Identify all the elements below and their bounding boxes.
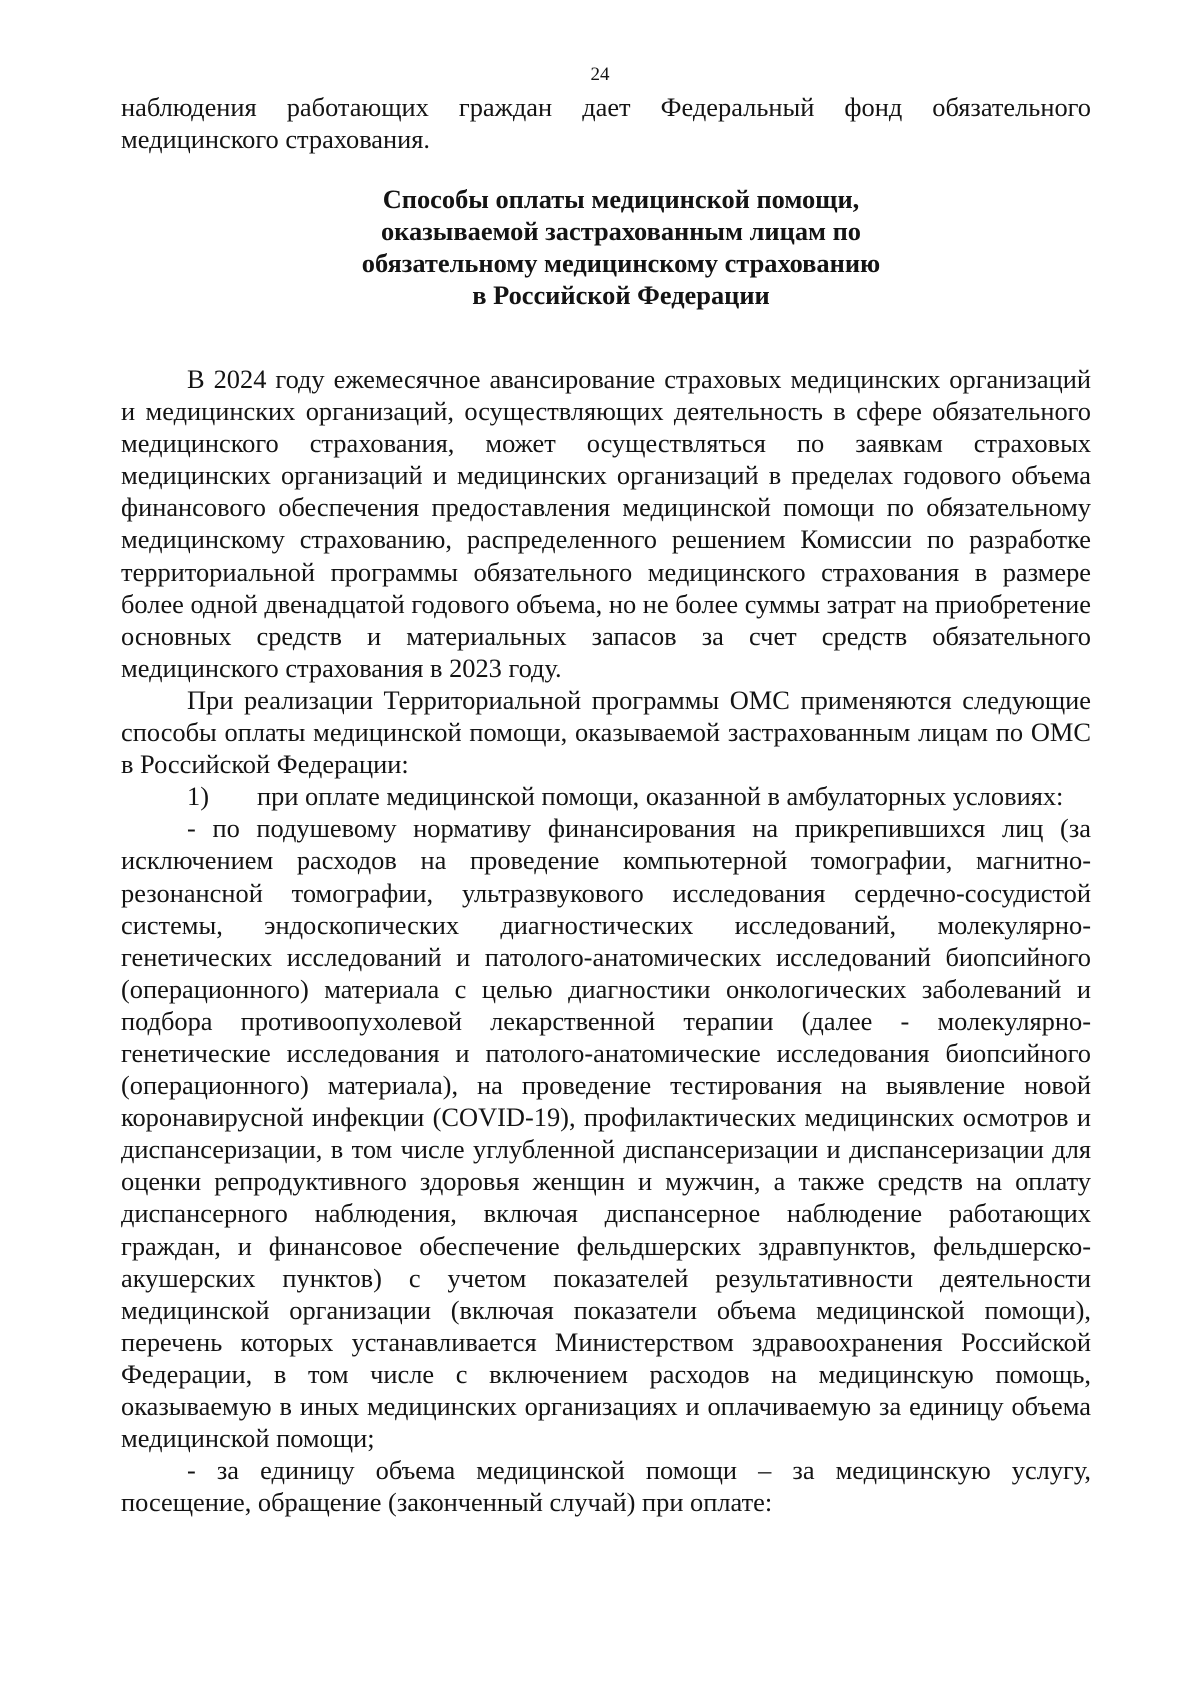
body-text bbox=[121, 363, 1091, 1518]
paragraph-advance-payment: В 2024 году ежемесячное авансирование страховых медицинских организаций и медицинских организаций, осуществляющих деятельность в сфере обязательного медицинского страхования, может осуществляться по заявкам страховых медицинских организаций и медицинских организаций в пределах годового объема финансового обеспечения предоставления медицинской помощи по обязательному медицинскому страхованию, распределенного решением Комиссии по разработке территориальной программы обязательного медицинского страхования в размере более одной двенадцатой годового объема, но не более суммы затрат на приобретение основных средств и материальных запасов за счет средств обязательного медицинского страхования в 2023 году. bbox=[121, 364, 1091, 683]
list-item-1 bbox=[121, 780, 1091, 812]
paragraph-per-unit: - за единицу объема медицинской помощи – за медицинскую услугу, посещение, обращение (законченный случай) при оплате: bbox=[121, 1455, 1091, 1518]
heading-line-3: обязательному медицинскому страхованию bbox=[361, 248, 881, 278]
heading-line-4: в Российской Федерации bbox=[472, 280, 770, 310]
list-item-number: 1) bbox=[187, 781, 209, 812]
list-item-text: при оплате медицинской помощи, оказанной в амбулаторных условиях: bbox=[257, 781, 1064, 812]
paragraph-payment-methods: При реализации Территориальной программы ОМС применяются следующие способы оплаты медицинской помощи, оказываемой застрахованным лицам по ОМС в Российской Федерации: bbox=[121, 684, 1091, 780]
section-heading bbox=[121, 183, 1121, 311]
page-number: 24 bbox=[590, 64, 610, 85]
heading-line-2: оказываемой застрахованным лицам по bbox=[380, 216, 862, 246]
paragraph-per-capita: - по подушевому нормативу финансирования на прикрепившихся лиц (за исключением расходов на проведение компьютерной томографии, магнитно-резонансной томографии, ультразвукового исследования сердечно-сосудистой системы, эндоскопических диагностических исследований, молекулярно-генетических исследований и патолого-анатомических исследований биопсийного (операционного) материала с целью диагностики онкологических заболеваний и подбора противоопухолевой лекарственной терапии (далее - молекулярно-генетические исследования и патолого-анатомические исследования биопсийного (операционного) материала), на проведение тестирования на выявление новой коронавирусной инфекции (COVID-19), профилактических медицинских осмотров и диспансеризации, в том числе углубленной диспансеризации и диспансеризации для оценки репродуктивного здоровья женщин и мужчин, а также средств на оплату диспансерного наблюдения, включая диспансерное наблюдение работающих граждан, и финансовое обеспечение фельдшерских здравпунктов, фельдшерско-акушерских пунктов) с учетом показателей результативности деятельности медицинской организации (включая показатели объема медицинской помощи), перечень которых устанавливается Министерством здравоохранения Российской Федерации, в том числе с включением расходов на медицинскую помощь, оказываемую в иных медицинских организациях и оплачиваемую за единицу объема медицинской помощи; bbox=[121, 813, 1091, 1454]
continued-fragment bbox=[121, 91, 1091, 155]
heading-line-1: Способы оплаты медицинской помощи, bbox=[382, 184, 860, 214]
fragment-paragraph: наблюдения работающих граждан дает Федеральный фонд обязательного медицинского страхования. bbox=[121, 92, 1091, 155]
